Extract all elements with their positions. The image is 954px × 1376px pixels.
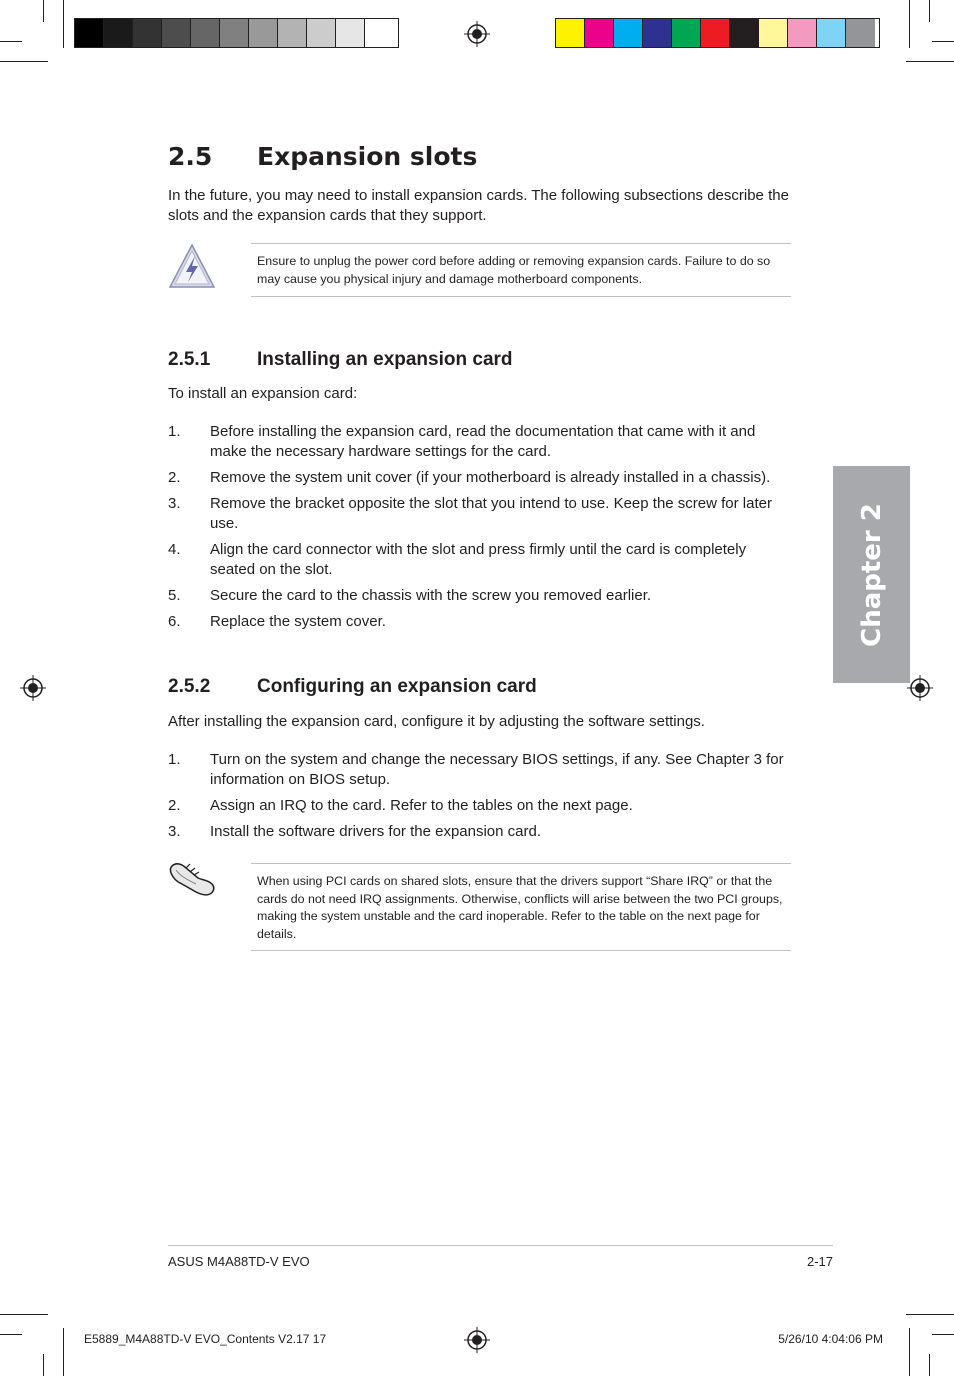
list-item [168,422,793,462]
list-item-number: 5. [168,587,181,604]
color-swatch [643,19,672,47]
color-swatch [730,19,759,47]
note-text: When using PCI cards on shared slots, ensure that the drivers support “Share IRQ” or that the cards do not need IRQ assignments. Otherwise, conflicts will arise between the two PCI groups, making the system unstable and the card inoperable. Refer to the table on the next page for details. [257,874,783,941]
crop-mark [906,1314,954,1315]
crop-mark [932,41,954,42]
crop-mark [43,1354,44,1376]
footer-product-name: ASUS M4A88TD-V EVO [168,1254,310,1269]
warning-box [251,243,791,297]
crop-mark [43,0,44,22]
chapter-tab [833,466,910,683]
registration-mark-icon [464,21,490,47]
list-item [168,796,793,816]
crop-mark [909,0,910,48]
registration-mark-icon [907,675,933,701]
list-item-text: Align the card connector with the slot and press firmly until the card is completely seated on the slot. [210,541,747,578]
color-swatch [672,19,701,47]
color-swatch [191,19,220,47]
subsection-title [168,676,537,698]
crop-mark [0,41,22,42]
color-swatch [278,19,307,47]
list-item [168,494,793,534]
color-swatch [788,19,817,47]
subsection-number: 2.5.1 [168,349,211,370]
list-item-number: 2. [168,797,181,814]
color-swatch [759,19,788,47]
crop-mark [906,61,954,62]
section-title [168,142,477,171]
intro-paragraph: In the future, you may need to install expansion cards. The following subsections describe the slots and the expansion cards that they support. [168,187,789,224]
section-number: 2.5 [168,142,213,171]
color-swatch [701,19,730,47]
list-item-number: 4. [168,541,181,558]
footer-rule [168,1245,833,1246]
process-color-bar [555,18,880,48]
crop-mark [0,61,48,62]
crop-mark [929,0,930,22]
subsection-lead: After installing the expansion card, configure it by adjusting the software settings. [168,713,705,730]
footer-page-number: 2-17 [806,1254,833,1269]
list-item [168,822,793,842]
color-swatch [162,19,191,47]
list-item-number: 1. [168,751,181,768]
list-item-number: 1. [168,423,181,440]
warning-icon [168,242,216,290]
color-swatch [75,19,104,47]
crop-mark [929,1354,930,1376]
subsection-lead: To install an expansion card: [168,385,358,402]
list-item [168,586,793,606]
print-slug-date: 5/26/10 4:04:06 PM [778,1332,883,1346]
list-item-text: Remove the system unit cover (if your motherboard is already installed in a chassis). [210,469,771,486]
color-swatch [585,19,614,47]
crop-mark [0,1334,22,1335]
color-swatch [817,19,846,47]
color-swatch [336,19,365,47]
configure-steps-list [168,750,793,848]
grayscale-color-bar [74,18,399,48]
list-item-number: 3. [168,823,181,840]
color-swatch [220,19,249,47]
subsection-title-text: Installing an expansion card [257,349,513,370]
color-swatch [104,19,133,47]
list-item-text: Before installing the expansion card, read the documentation that came with it and make the necessary hardware settings for the card. [210,423,756,460]
list-item-text: Install the software drivers for the expansion card. [210,823,541,840]
color-swatch [307,19,336,47]
list-item-text: Assign an IRQ to the card. Refer to the tables on the next page. [210,797,633,814]
note-box [251,863,791,951]
note-hand-icon [168,858,218,898]
crop-mark [63,1328,64,1376]
subsection-title-text: Configuring an expansion card [257,676,537,697]
list-item [168,750,793,790]
list-item [168,468,793,488]
subsection-number: 2.5.2 [168,676,211,697]
list-item [168,540,793,580]
warning-text: Ensure to unplug the power cord before adding or removing expansion cards. Failure to do so may cause you physical injury and damage motherboard components. [257,254,771,286]
list-item-number: 6. [168,613,181,630]
list-item-number: 3. [168,495,181,512]
crop-mark [932,1334,954,1335]
list-item-text: Replace the system cover. [210,613,386,630]
color-swatch [614,19,643,47]
registration-mark-icon [464,1327,490,1353]
subsection-title [168,349,513,371]
registration-mark-icon [20,675,46,701]
list-item-number: 2. [168,469,181,486]
list-item [168,612,793,632]
color-swatch [133,19,162,47]
crop-mark [63,0,64,48]
color-swatch [846,19,875,47]
list-item-text: Remove the bracket opposite the slot that you intend to use. Keep the screw for later use. [210,495,772,532]
chapter-tab-label: Chapter 2 [856,502,887,647]
color-swatch [365,19,394,47]
color-swatch [556,19,585,47]
print-slug-file: E5889_M4A88TD-V EVO_Contents V2.17 17 [84,1332,327,1346]
list-item-text: Secure the card to the chassis with the screw you removed earlier. [210,587,652,604]
section-title-text: Expansion slots [257,142,478,171]
list-item-text: Turn on the system and change the necessary BIOS settings, if any. See Chapter 3 for information on BIOS setup. [210,751,784,788]
crop-mark [0,1314,48,1315]
install-steps-list [168,422,793,638]
color-swatch [249,19,278,47]
crop-mark [909,1328,910,1376]
